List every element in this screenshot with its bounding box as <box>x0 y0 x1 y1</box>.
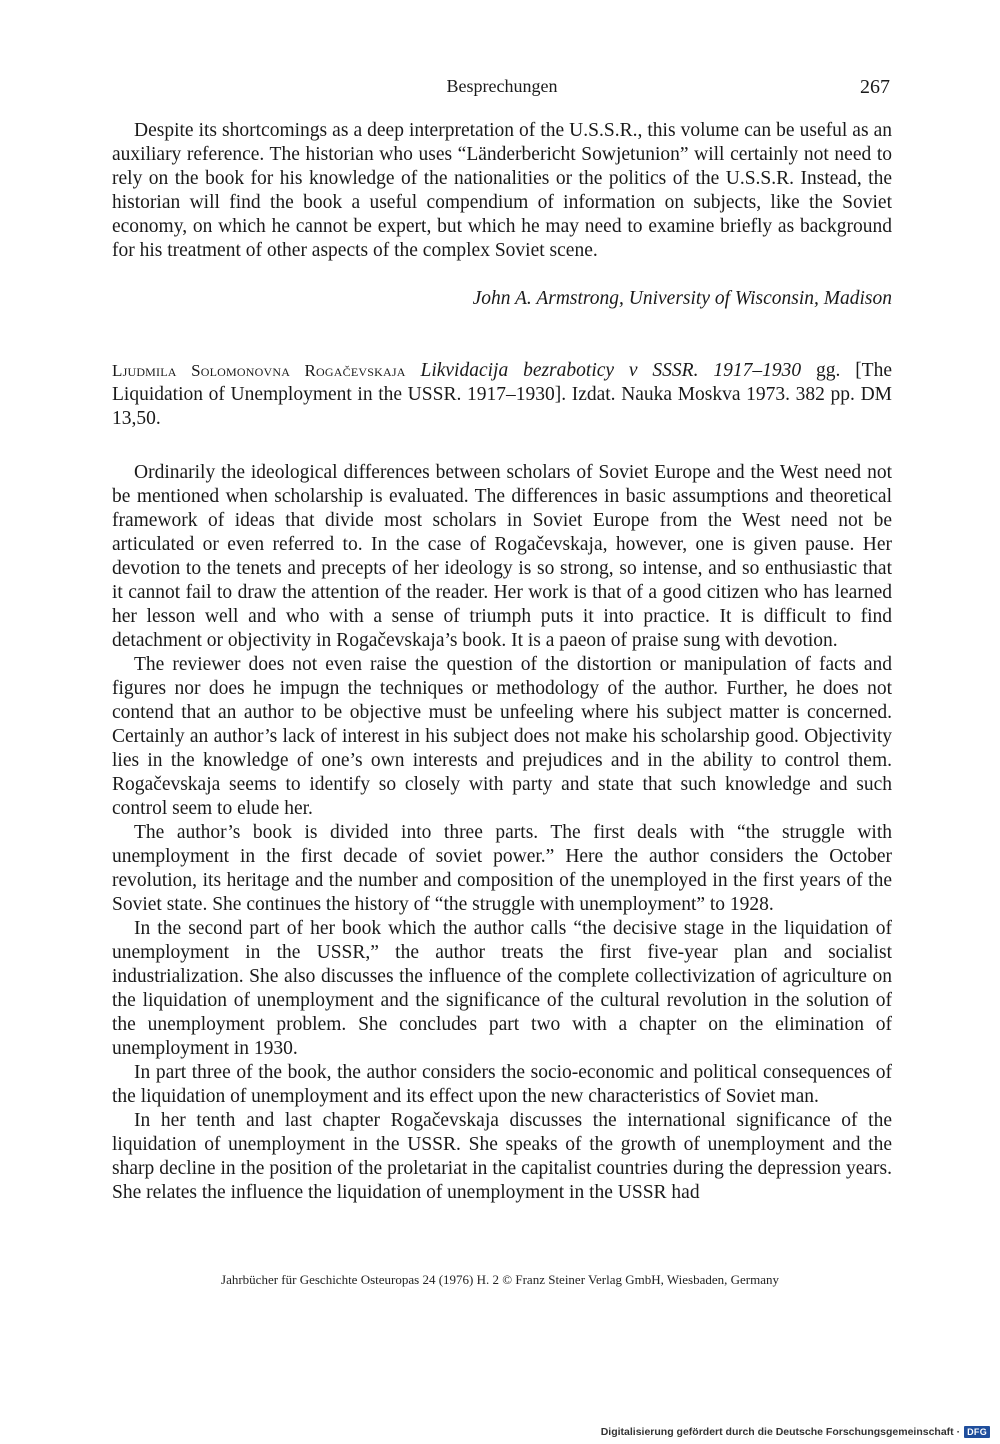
book-author: Ljudmila Solomonovna Rogačevskaja <box>112 361 406 380</box>
review-2-paragraph: Ordinarily the ideological differences between scholars of Soviet Europe and the West need not be mentioned when scholarship is evaluated. The differences in basic assumptions and theoretical framework of ideas that divide most scholars in Soviet Europe from the West need not be articulated or even referred to. In the case of Rogačevskaja, however, one is given pause. Her devotion to the tenets and precepts of her ideology is so strong, so intense, and so enthusiastic that it cannot fail to draw the attention of the reader. Her work is that of a good citizen who has learned her lesson well and who with a sense of triumph puts it into practice. It is difficult to find detachment or objectivity in Rogačevskaja’s book. It is a paeon of praise sung with devotion. <box>112 462 892 651</box>
review-1-paragraph: Despite its shortcomings as a deep interpretation of the U.S.S.R., this volume can be useful as an auxiliary reference. The historian who uses “Länderbericht Sowjetunion” will certainly not need to rely on the book for his knowledge of the nationalities or the politics of the U.S.S.R. Instead, the historian will find the book a useful compendium of information on subjects, like the Soviet economy, on which he cannot be expert, but which he may need to examine briefly as background for his treatment of other aspects of the complex Soviet scene. <box>112 120 892 261</box>
review-2-paragraph: The reviewer does not even raise the question of the distortion or manipulation of facts and figures nor does he impugn the techniques or methodology of the author. Further, he does not contend that an author to be objective must be unfeeling where his subject matter is concerned. Certainly an author’s lack of interest in his subject does not make his scholarship good. Objectivity lies in the knowledge of one’s own interests and prejudices and in the ability to control them. Rogačevskaja seems to identify so closely with party and state that such knowledge and such control seem to elude her. <box>112 654 892 819</box>
journal-citation: Jahrbücher für Geschichte Osteuropas 24 (1976) H. 2 © Franz Steiner Verlag GmbH, Wiesbaden, Germany <box>221 1272 779 1287</box>
review-2-paragraph: In part three of the book, the author considers the socio-economic and political consequences of the liquidation of unemployment and its effect upon the new characteristics of Soviet man. <box>112 1062 892 1107</box>
book-details: gg. [The Liquidation of Unemployment in the USSR. 1917–1930]. Izdat. Nauka Moskva 1973. 382 pp. DM 13,50. <box>112 360 893 429</box>
review-2-paragraph: In the second part of her book which the author calls “the decisive stage in the liquidation of unemployment in the USSR,” the author treats the first five-year plan and socialist industrialization. She also discusses the influence of the complete collectivization of agriculture on the liquidation of unemployment and the significance of the cultural revolution in the solution of the unemployment problem. She concludes part two with a chapter on the elimination of unemployment in 1930. <box>112 918 892 1059</box>
review-2-body <box>112 461 892 1205</box>
book-title: Likvidacija bezraboticy v SSSR. 1917–1930 <box>420 360 802 381</box>
review-1-body <box>112 119 892 263</box>
review-2-paragraph: The author’s book is divided into three parts. The first deals with “the struggle with unemployment in the first decade of soviet power.” Here the author considers the October revolution, its heritage and the number and composition of the unemployed in the first years of the Soviet state. She continues the history of “the struggle with unemployment” to 1928. <box>112 822 892 915</box>
dfg-logo: DFG <box>964 1426 990 1438</box>
funding-text: Digitalisierung gefördert durch die Deutsche Forschungsgemeinschaft · <box>600 1426 961 1438</box>
running-head <box>112 76 892 102</box>
review-2-bibliographic-entry <box>112 359 892 431</box>
digitization-credit <box>601 1426 990 1438</box>
page-number: 267 <box>860 76 890 98</box>
review-1-signature: John A. Armstrong, University of Wisconsin, Madison <box>472 288 892 309</box>
review-2-paragraph: In her tenth and last chapter Rogačevskaja discusses the international significance of the liquidation of unemployment in the USSR. She speaks of the growth of unemployment and the sharp decline in the position of the proletariat in the capitalist countries during the depression years. She relates the influence the liquidation of unemployment in the USSR had <box>112 1110 892 1203</box>
running-title: Besprechungen <box>446 76 558 96</box>
